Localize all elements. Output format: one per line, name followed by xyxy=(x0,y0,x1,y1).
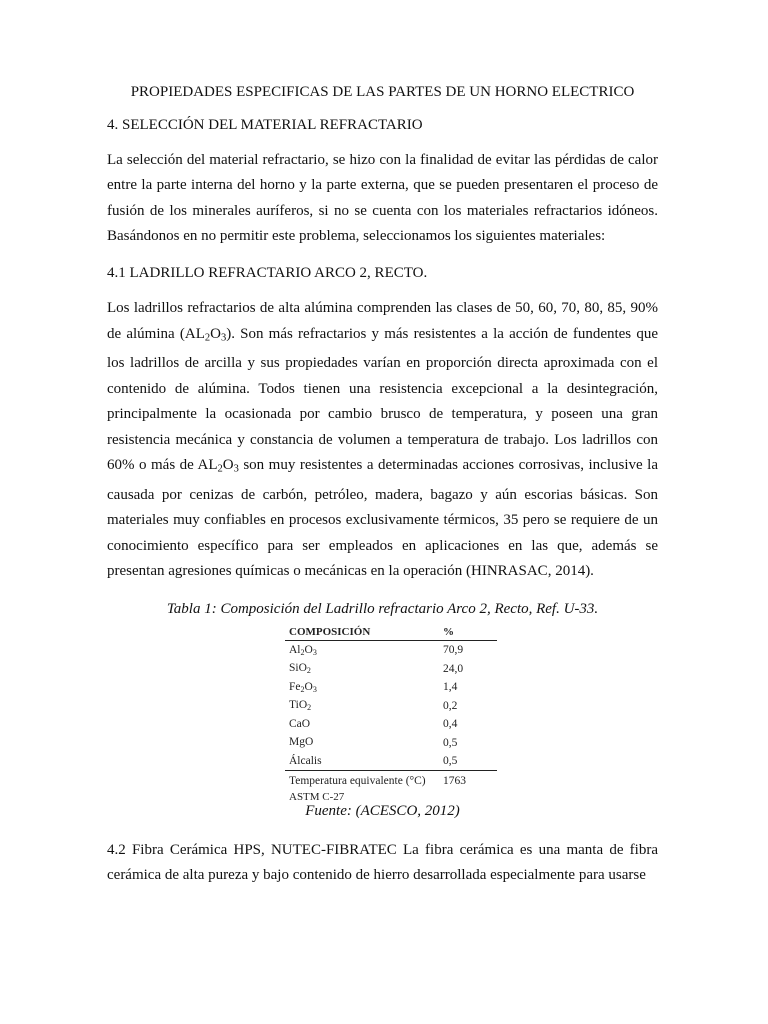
percent-cell: 0,5 xyxy=(443,736,458,749)
temperature-value: 1763 xyxy=(439,771,497,790)
section-4-heading: 4. SELECCIÓN DEL MATERIAL REFRACTARIO xyxy=(107,117,423,133)
compound-cell: CaO xyxy=(289,717,311,730)
table-row xyxy=(285,659,497,678)
paragraph-text: ). Son más refractarios y más resistentes a la acción de fundentes que los ladrillos de arcilla y sus propiedades varían en proporción directa aproximada con el contenido de alúmina. Todos tienen una resistencia excepcional a la desintegración, principalmente la ocasionada por cambio brusco de temperatura, y poseen una gran resistencia mecánica y constancia de volumen a temperatura de trabajo. Los ladrillos con 60% o más de AL xyxy=(107,325,658,474)
compound-cell: TiO$_2$ xyxy=(289,699,312,713)
percent-cell: 1,4 xyxy=(443,681,458,694)
percent-cell: 0,5 xyxy=(443,755,458,768)
paragraph-text: son muy resistentes a determinadas acciones corrosivas, inclusive la causada por cenizas de carbón, petróleo, madera, bagazo y aún escorias básicas. Son materiales muy confiables en procesos exclusivamente térmicos, 35 pero se requiere de un conocimiento específico para ser empleados en aplicaciones en las que, además se presentan agresiones químicas o mecánicas en la operación (HINRASAC, 2014). xyxy=(107,457,658,580)
subscript: 3 xyxy=(220,332,227,344)
paragraph-text: O xyxy=(210,325,221,342)
table-row xyxy=(285,715,497,734)
paragraph-text: O xyxy=(222,457,234,474)
table-row xyxy=(285,678,497,697)
table-source: Fuente: (ACESCO, 2012) xyxy=(305,802,460,819)
header-composition: COMPOSICIÓN xyxy=(285,624,439,641)
astm-reference: ASTM C-27 xyxy=(289,790,345,803)
table-row xyxy=(285,733,497,752)
subscript: 2 xyxy=(204,332,211,344)
temperature-label: Temperatura equivalente (°C) xyxy=(285,771,439,790)
table-header-row xyxy=(285,624,497,641)
composition-table xyxy=(285,624,497,790)
table-caption: Tabla 1: Composición del Ladrillo refractario Arco 2, Recto, Ref. U-33. xyxy=(166,600,599,617)
table-row xyxy=(285,640,497,659)
section-4-1-paragraph xyxy=(107,296,658,585)
subscript: 2 xyxy=(217,464,223,475)
paragraph-text: Los ladrillos refractarios de alta alúmina comprenden las clases de 50, 60, 70, 80, 85, 90% de alúmina (AL xyxy=(107,300,658,342)
header-percent: % xyxy=(439,624,497,641)
compound-cell: $Al_2O_3$ xyxy=(289,643,317,657)
percent-cell: 0,4 xyxy=(443,718,458,731)
compound-cell: Álcalis xyxy=(289,754,322,767)
subscript: 3 xyxy=(233,464,239,475)
compound-cell: $Fe_2O_3$ xyxy=(289,680,317,694)
document-title: PROPIEDADES ESPECIFICAS DE LAS PARTES DE UN HORNO ELECTRICO xyxy=(130,84,635,100)
table-row xyxy=(285,752,497,771)
section-4-1-heading: 4.1 LADRILLO REFRACTARIO ARCO 2, RECTO. xyxy=(107,265,428,282)
composition-table-wrapper xyxy=(285,624,497,803)
compound-cell: SiO$_2$ xyxy=(289,662,311,676)
temperature-row xyxy=(285,771,497,790)
compound-cell: MgO xyxy=(289,736,314,749)
section-4-paragraph: La selección del material refractario, se hizo con la finalidad de evitar las pérdidas de calor entre la parte interna del horno y la parte externa, que se pueden presentaren el proceso de fusión de los minerales auríferos, si no se cuenta con los materiales refractarios idóneos. Basándonos en no permitir este problema, seleccionamos los siguientes materiales: xyxy=(107,152,658,244)
document-page xyxy=(107,84,658,905)
table-row xyxy=(285,696,497,715)
percent-cell: 24,0 xyxy=(443,662,464,675)
percent-cell: 0,2 xyxy=(443,699,458,712)
section-4-2-paragraph: 4.2 Fibra Cerámica HPS, NUTEC-FIBRATEC La fibra cerámica es una manta de fibra cerámica de alta pureza y bajo contenido de hierro desarrollada especialmente para usarse xyxy=(107,841,658,884)
percent-cell: 70,9 xyxy=(443,644,464,657)
